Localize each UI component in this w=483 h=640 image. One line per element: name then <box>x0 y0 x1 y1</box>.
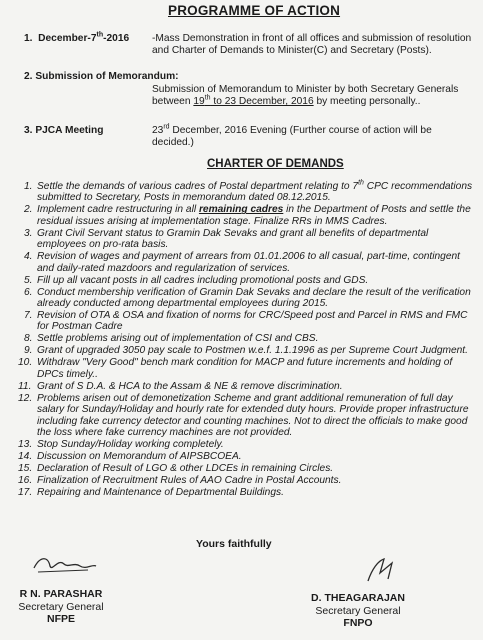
demand-item <box>18 357 476 380</box>
demand-item <box>18 392 476 439</box>
demand-number: 4. <box>24 251 33 263</box>
demand-item <box>18 451 476 463</box>
demand-text: Repairing and Maintenance of Departmental Buildings. <box>37 487 284 499</box>
demand-number: 1. <box>24 181 33 192</box>
demand-number: 6. <box>24 286 33 298</box>
demand-number: 10. <box>18 357 33 369</box>
demand-item <box>18 487 476 499</box>
demand-text: Settle problems arising out of implementation of CSI and CBS. <box>37 333 319 345</box>
demand-text: Withdraw "Very Good" bench mark condition for MACP and future increments and holding of DPCs timely.. <box>37 357 453 380</box>
charter-title: CHARTER OF DEMANDS <box>207 158 344 170</box>
programme-label: 1. December-7th-2016 <box>24 31 130 44</box>
demand-number: 7. <box>24 310 33 322</box>
programme-label: 2. Submission of Memorandum: <box>24 71 179 82</box>
demand-item <box>24 228 476 251</box>
demand-number: 17. <box>18 487 33 499</box>
demand-number: 5. <box>24 274 33 286</box>
demands-list <box>18 179 476 499</box>
demand-number: 15. <box>18 463 33 475</box>
demand-text: Grant of S D.A. & HCA to the Assam & NE & remove discrimination. <box>37 380 343 392</box>
demand-text: Revision of OTA & OSA and fixation of norms for CRC/Speed post and Parcel in RMS and FMC for Postman Cadre <box>37 310 468 333</box>
signer-right <box>298 592 418 630</box>
demand-number: 9. <box>24 345 33 357</box>
signer-name: R N. PARASHAR <box>19 588 103 600</box>
signature-left <box>30 552 100 578</box>
demand-text: Declaration of Result of LGO & other LDCEs in remaining Circles. <box>37 463 334 475</box>
demand-number: 2. <box>24 204 33 216</box>
programme-text: 23rd December, 2016 Evening (Further course of action will be decided.) <box>152 123 432 148</box>
demand-item <box>24 251 476 274</box>
programme-item-3 <box>24 125 476 155</box>
demand-text: Finalization of Recruitment Rules of AAO Cadre in Postal Accounts. <box>37 475 342 487</box>
demand-text: Revision of wages and payment of arrears from 01.01.2006 to all casual, part-time, contingent and daily-rated mazdoors and regularization of services. <box>37 251 461 274</box>
signer-org: NFPE <box>46 613 75 625</box>
demand-number: 11. <box>18 380 32 392</box>
signer-left <box>6 588 116 626</box>
signer-org: FNPO <box>343 617 373 629</box>
demand-item <box>24 287 476 310</box>
demand-number: 8. <box>24 333 33 345</box>
signer-role: Secretary General <box>18 600 104 613</box>
demand-number: 12. <box>18 392 33 404</box>
programme-text: Submission of Memorandum to Minister by both Secretary Generals between 19th to 23 December, 2016 by meeting personally.. <box>152 84 459 107</box>
programme-label: 3. PJCA Meeting <box>24 125 104 136</box>
demand-item <box>24 310 476 333</box>
demand-text: Implement cadre restructuring in all remaining cadres in the Department of Posts and settle the residual issues arising at implementation stage. Finalize RRs in MMS Cadres. <box>37 204 471 227</box>
demand-text: Fill up all vacant posts in all cadres including promotional posts and GDS. <box>37 274 369 286</box>
demand-number: 3. <box>24 227 33 239</box>
demand-text: Grant of upgraded 3050 pay scale to Postmen w.e.f. 1.1.1996 as per Supreme Court Judgment. <box>37 345 468 357</box>
signature-right <box>362 555 402 585</box>
demand-number: 14. <box>18 451 33 463</box>
programme-item-1 <box>24 33 476 73</box>
demand-item <box>24 275 476 286</box>
demand-text: Stop Sunday/Holiday working completely. <box>37 439 224 451</box>
page-title: PROGRAMME OF ACTION <box>168 3 341 18</box>
demand-number: 16. <box>18 475 33 487</box>
demand-text: Problems arisen out of demonetization Scheme and grant additional remuneration of full day salary for Sunday/Holiday and hourly rate for extended duty hours. Provide proper infrastructure including fake currency detector and counting machines. Not to direct the officials to make good the loss where fake currency machines are not provided. <box>37 392 469 439</box>
signer-role: Secretary General <box>315 604 401 617</box>
demand-number: 13. <box>18 439 33 451</box>
programme-text: -Mass Demonstration in front of all offices and submission of resolution and Charter of Demands to Minister(C) and Secretary (Posts). <box>152 33 472 56</box>
demand-item <box>18 439 476 451</box>
demand-item <box>18 475 476 487</box>
demand-text: Discussion on Memorandum of AIPSBCOEA. <box>37 451 242 463</box>
demand-item <box>24 345 476 356</box>
demand-text: Grant Civil Servant status to Gramin Dak Sevaks and grant all benefits of departmental employees on pro-rata basis. <box>37 227 429 251</box>
demand-item <box>18 463 476 475</box>
programme-item-2 <box>24 71 476 131</box>
demand-item <box>24 333 476 344</box>
demand-text: Conduct membership verification of Gramin Dak Sevaks and declare the result of the verification already conducted among departmental employees during 2015. <box>37 286 471 310</box>
signer-name: D. THEAGARAJAN <box>311 592 405 604</box>
demand-item <box>24 204 476 227</box>
demand-item <box>24 181 476 204</box>
demand-text: Settle the demands of various cadres of Postal department relating to 7th CPC recommendations submitted to Secretary, Posts in memorandum dated 08.12.2015. <box>37 179 473 204</box>
closing-text: Yours faithfully <box>196 538 272 550</box>
demand-item <box>18 380 476 392</box>
